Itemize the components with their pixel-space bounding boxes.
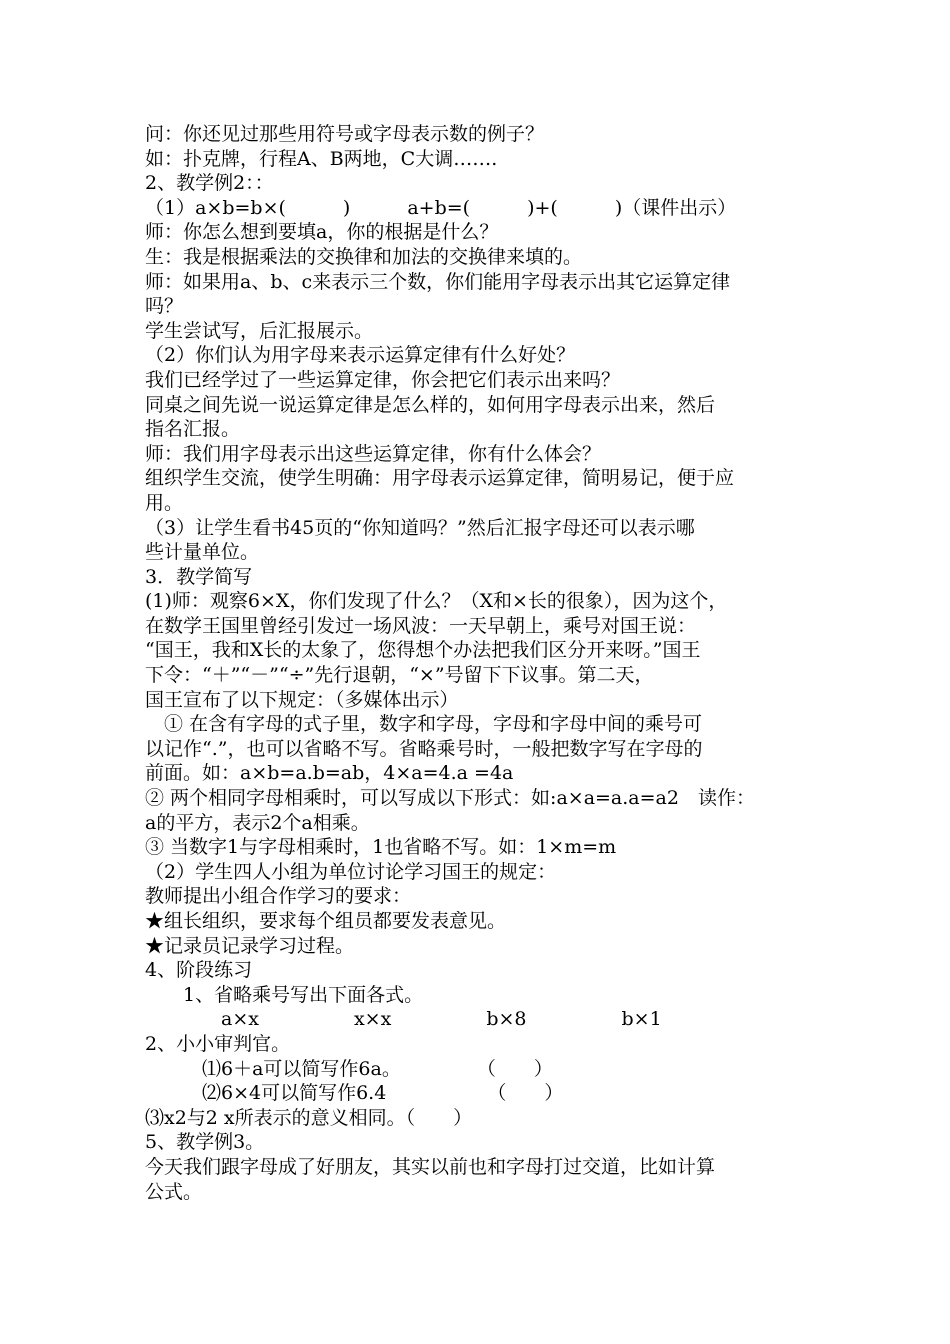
text-line: （3）让学生看书45页的“你知道吗？”然后汇报字母还可以表示哪 bbox=[145, 516, 695, 539]
rule-item: ② 两个相同字母相乘时，可以写成以下形式：如:a×a=a.a=a2 读作： bbox=[145, 787, 755, 810]
document-body bbox=[145, 122, 815, 1204]
text-line: 教师提出小组合作学习的要求： bbox=[145, 885, 412, 908]
exercise-item: ⑵6×4可以简写作6.4 （ ） bbox=[145, 1082, 564, 1105]
text-line: 用。 bbox=[145, 491, 184, 514]
exercise-item: ⑴6＋a可以简写作6a。 （ ） bbox=[145, 1057, 553, 1080]
exercise-item: 1、省略乘号写出下面各式。 bbox=[145, 983, 424, 1006]
text-line: 师：你怎么想到要填a，你的根据是什么？ bbox=[145, 221, 499, 244]
text-line: （2）学生四人小组为单位讨论学习国王的规定： bbox=[145, 860, 557, 883]
text-line: 吗？ bbox=[145, 295, 184, 318]
text-line: 组织学生交流，使学生明确：用字母表示运算定律，简明易记，便于应 bbox=[145, 467, 735, 490]
text-line: (1)师：观察6×X，你们发现了什么？（X和×长的很象），因为这个， bbox=[145, 590, 728, 613]
exercise-item: 2、小小审判官。 bbox=[145, 1032, 291, 1055]
text-line: 师：我们用字母表示出这些运算定律，你有什么体会？ bbox=[145, 442, 602, 465]
text-line: 下令：“＋”“－”“÷”先行退朝，“×”号留下下议事。第二天， bbox=[145, 664, 654, 687]
star-bullet-item: ★记录员记录学习过程。 bbox=[145, 934, 355, 957]
text-line: 问：你还见过那些用符号或字母表示数的例子？ bbox=[145, 123, 545, 145]
text-line: 师：如果用a、b、c来表示三个数，你们能用字母表示出其它运算定律 bbox=[145, 270, 731, 293]
text-line: 如：扑克牌，行程A、B两地，C大调……. bbox=[145, 147, 498, 170]
text-line: 我们已经学过了一些运算定律，你会把它们表示出来吗？ bbox=[145, 368, 621, 391]
section-heading: 2、教学例2：： bbox=[145, 172, 274, 195]
text-line: （2）你们认为用字母来表示运算定律有什么好处？ bbox=[145, 344, 576, 367]
text-line: 今天我们跟字母成了好朋友，其实以前也和字母打过交道，比如计算 bbox=[145, 1155, 716, 1178]
rule-item: ③ 当数字1与字母相乘时，1也省略不写。如：1×m=m bbox=[145, 836, 617, 859]
text-line: （1）a×b=b×( ) a+b=( )+( )（课件出示） bbox=[145, 196, 737, 219]
section-heading: 3．教学简写 bbox=[145, 565, 253, 588]
text-line: 国王宣布了以下规定：（多媒体出示） bbox=[145, 688, 459, 711]
rule-item: a的平方，表示2个a相乘。 bbox=[145, 811, 370, 834]
text-line: 同桌之间先说一说运算定律是怎么样的，如何用字母表示出来，然后 bbox=[145, 393, 716, 416]
rule-item: 以记作“.”，也可以省略不写。省略乘号时，一般把数字写在字母的 bbox=[145, 737, 703, 760]
rule-item: 前面。如：a×b=a.b=ab，4×a=4.a =4a bbox=[145, 762, 514, 785]
text-line: 生：我是根据乘法的交换律和加法的交换律来填的。 bbox=[145, 245, 583, 268]
text-line: 指名汇报。 bbox=[145, 418, 241, 441]
text-line: “国王，我和X长的太象了，您得想个办法把我们区分开来呀。”国王 bbox=[145, 639, 701, 662]
text-line: 学生尝试写，后汇报展示。 bbox=[145, 319, 374, 342]
exercise-item: ⑶x2与2 x所表示的意义相同。（ ） bbox=[145, 1106, 473, 1129]
text-line: 些计量单位。 bbox=[145, 541, 260, 564]
text-line: 公式。 bbox=[145, 1180, 203, 1203]
section-heading: 4、阶段练习 bbox=[145, 959, 253, 982]
star-bullet-item: ★组长组织，要求每个组员都要发表意见。 bbox=[145, 910, 507, 932]
section-heading: 5、教学例3。 bbox=[145, 1131, 265, 1154]
rule-item: ① 在含有字母的式子里，数字和字母，字母和字母中间的乘号可 bbox=[145, 713, 703, 736]
exercise-item: a×x x×x b×8 b×1 bbox=[145, 1008, 662, 1031]
text-line: 在数学王国里曾经引发过一场风波：一天早朝上，乘号对国王说： bbox=[145, 614, 697, 637]
